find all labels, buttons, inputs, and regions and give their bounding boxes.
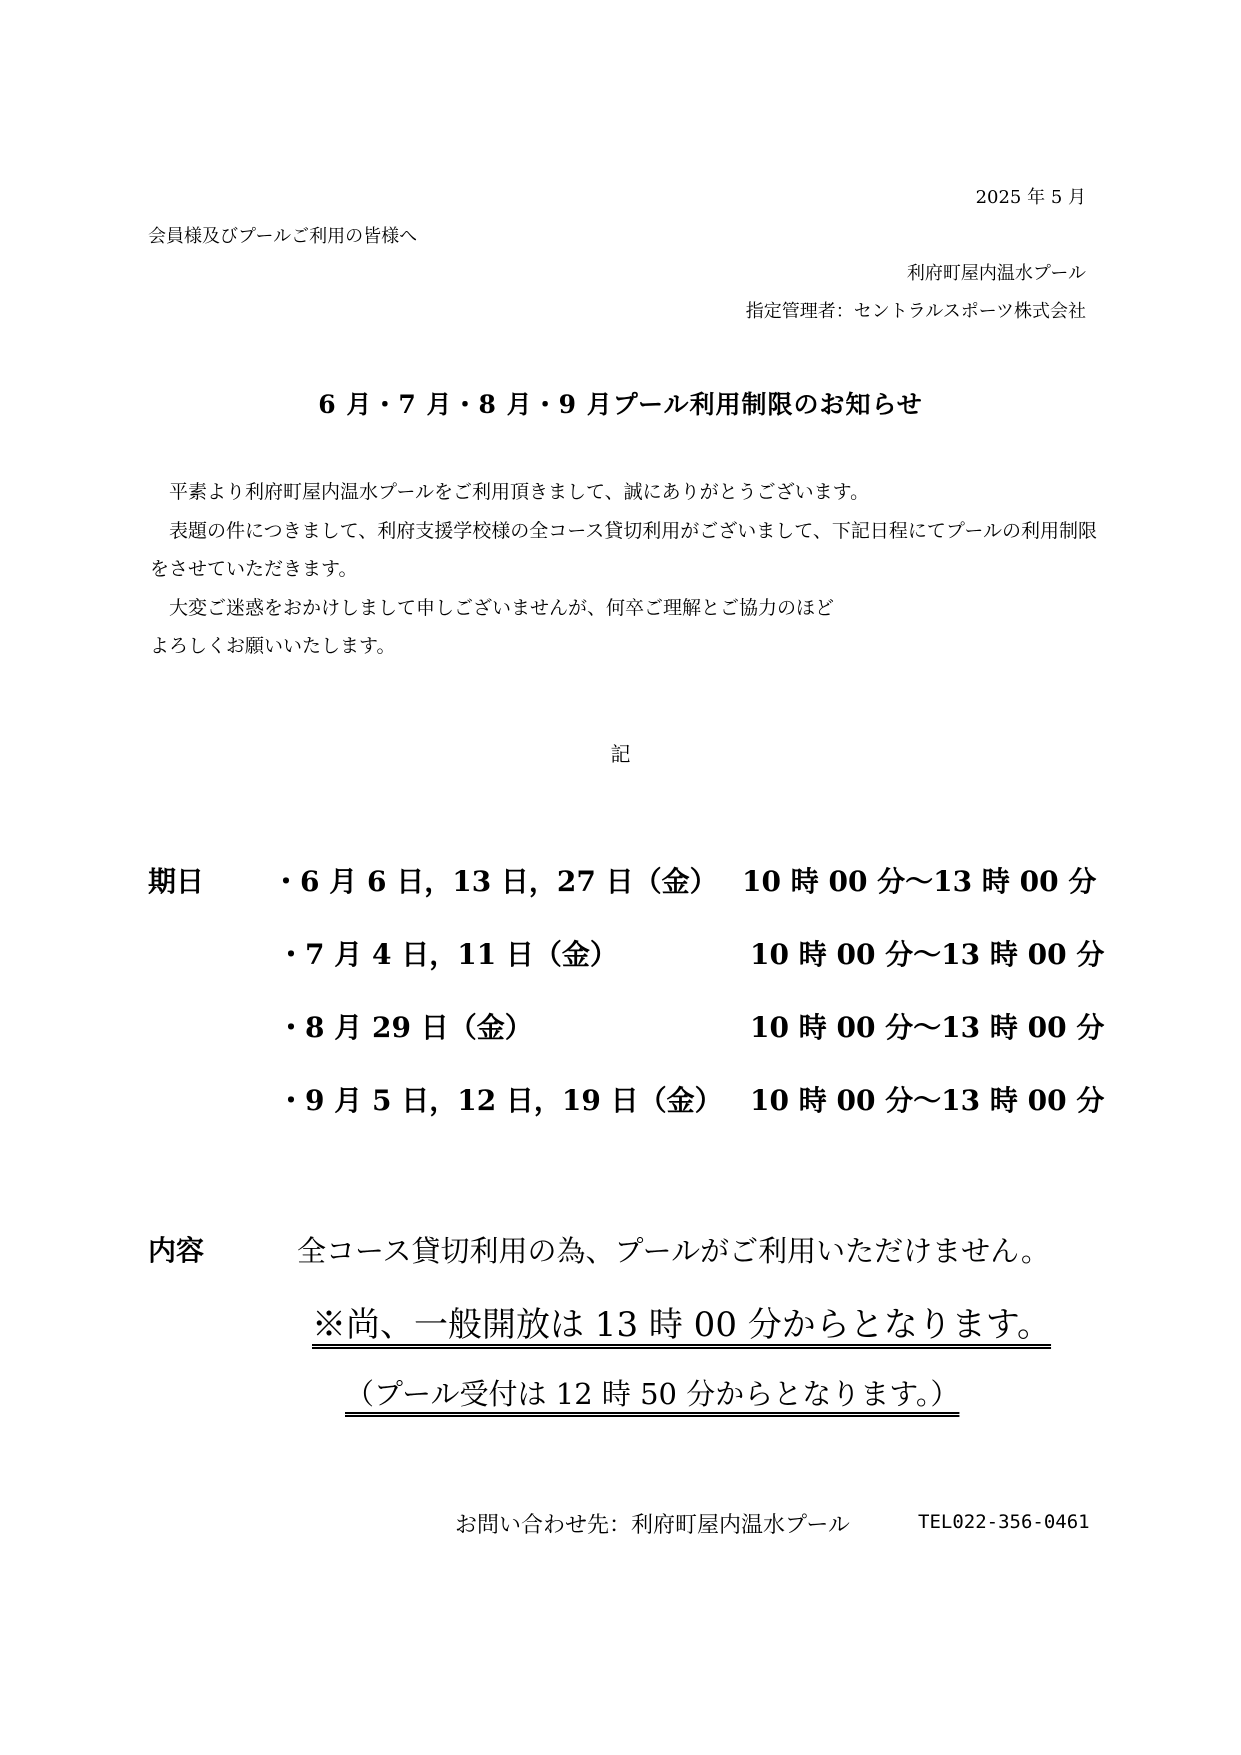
document-date: 2025 年 5 月 bbox=[975, 187, 1086, 208]
details-text: 全コース貸切利用の為、プールがご利用いただけません。 bbox=[297, 1234, 1050, 1268]
body-line-2: 表題の件につきまして、利府支援学校様の全コース貸切利用がございまして、下記日程にてプールの利用制限をさせていただきます。 bbox=[150, 519, 1097, 580]
body-line-3: 大変ご迷惑をおかけしまして申しございませんが、何卒ご理解とご協力のほど bbox=[169, 596, 835, 619]
manager-line: 指定管理者：セントラルスポーツ株式会社 bbox=[745, 301, 1086, 322]
schedule-row-september-time: 10 時 00 分～13 時 00 分 bbox=[750, 1084, 1105, 1117]
body-line-1: 平素より利府町屋内温水プールをご利用頂きまして、誠にありがとうございます。 bbox=[169, 481, 870, 503]
body-line-4: よろしくお願いいたします。 bbox=[150, 635, 396, 657]
notice-body bbox=[150, 473, 1100, 666]
schedule-row-august-dates: ・8 月 29 日（金） bbox=[277, 1011, 533, 1044]
recipient-line: 会員様及びプールご利用の皆様へ bbox=[148, 226, 418, 247]
schedule-row-july-dates: ・7 月 4 日，11 日（金） bbox=[277, 938, 618, 971]
contact-phone: TEL022-356-0461 bbox=[918, 1511, 1090, 1533]
schedule-row-september-dates: ・9 月 5 日，12 日，19 日（金） bbox=[277, 1084, 723, 1117]
schedule-row-june-time: 10 時 00 分～13 時 00 分 bbox=[742, 865, 1097, 898]
schedule-row-august-time: 10 時 00 分～13 時 00 分 bbox=[750, 1011, 1105, 1044]
general-opening-note: ※尚、一般開放は 13 時 00 分からとなります。 bbox=[312, 1305, 1052, 1345]
schedule-label: 期日 bbox=[148, 865, 205, 898]
page-title: 6 月・7 月・8 月・9 月プール利用制限のお知らせ bbox=[318, 390, 923, 419]
ki-heading: 記 bbox=[610, 742, 631, 766]
details-label: 内容 bbox=[148, 1234, 205, 1267]
facility-name: 利府町屋内温水プール bbox=[906, 263, 1086, 284]
reception-note: （プール受付は 12 時 50 分からとなります。） bbox=[345, 1377, 960, 1411]
schedule-row-july-time: 10 時 00 分～13 時 00 分 bbox=[750, 938, 1105, 971]
contact-label: お問い合わせ先：利府町屋内温水プール bbox=[455, 1513, 850, 1538]
schedule-row-june-dates: ・6 月 6 日，13 日，27 日（金） bbox=[272, 865, 718, 898]
